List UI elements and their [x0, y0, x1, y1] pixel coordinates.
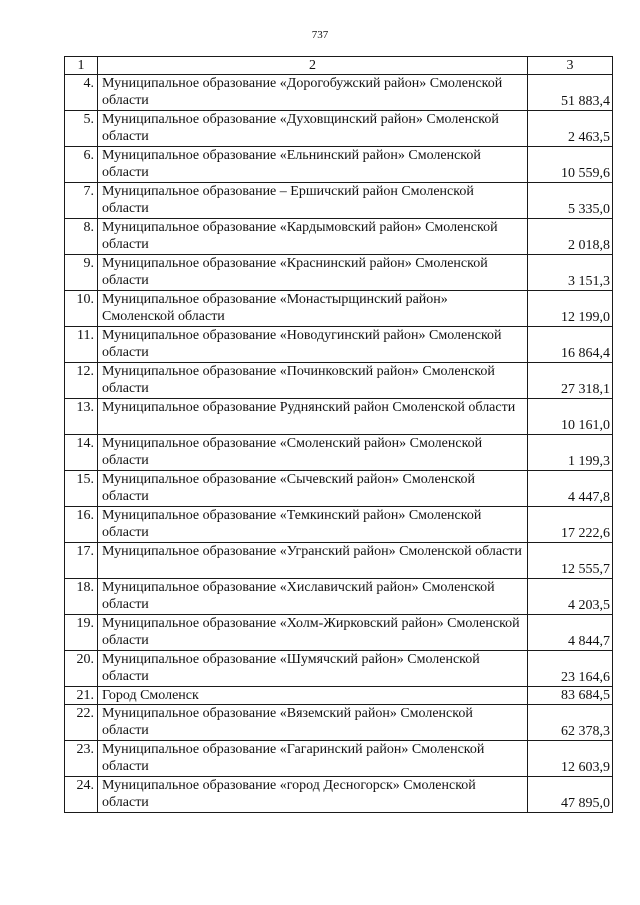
table-row: [65, 543, 613, 579]
table-row: [65, 687, 613, 705]
municipality-name: Муниципальное образование «Смоленский район» Смоленской области: [98, 435, 528, 471]
municipality-name: Муниципальное образование «Дорогобужский район» Смоленской области: [98, 75, 528, 111]
row-number: 21.: [65, 687, 98, 705]
row-number: 8.: [65, 219, 98, 255]
municipality-name: Муниципальное образование «Шумячский район» Смоленской области: [98, 651, 528, 687]
amount-value: 62 378,3: [528, 705, 613, 741]
table-row: [65, 615, 613, 651]
amount-value: 12 603,9: [528, 741, 613, 777]
row-number: 17.: [65, 543, 98, 579]
row-number: 15.: [65, 471, 98, 507]
table-row: [65, 363, 613, 399]
municipality-name: Муниципальное образование «город Десногорск» Смоленской области: [98, 777, 528, 813]
row-number: 12.: [65, 363, 98, 399]
amount-value: 10 559,6: [528, 147, 613, 183]
amount-value: 4 447,8: [528, 471, 613, 507]
amount-value: 47 895,0: [528, 777, 613, 813]
row-number: 4.: [65, 75, 98, 111]
municipality-name: Муниципальное образование Руднянский район Смоленской области: [98, 399, 528, 435]
row-number: 7.: [65, 183, 98, 219]
municipality-name: Муниципальное образование «Новодугинский район» Смоленской области: [98, 327, 528, 363]
amount-value: 4 203,5: [528, 579, 613, 615]
row-number: 16.: [65, 507, 98, 543]
table-row: [65, 741, 613, 777]
municipality-name: Муниципальное образование «Холм-Жирковский район» Смоленской области: [98, 615, 528, 651]
amount-value: 23 164,6: [528, 651, 613, 687]
amount-value: 12 199,0: [528, 291, 613, 327]
amount-value: 27 318,1: [528, 363, 613, 399]
column-header-name: 2: [98, 57, 528, 75]
municipality-name: Муниципальное образование «Темкинский район» Смоленской области: [98, 507, 528, 543]
table-row: [65, 435, 613, 471]
municipality-name: Муниципальное образование «Хиславичский район» Смоленской области: [98, 579, 528, 615]
row-number: 11.: [65, 327, 98, 363]
amount-value: 2 463,5: [528, 111, 613, 147]
table-row: [65, 147, 613, 183]
municipality-name: Муниципальное образование «Починковский район» Смоленской области: [98, 363, 528, 399]
municipality-name: Муниципальное образование «Духовщинский район» Смоленской области: [98, 111, 528, 147]
table-row: [65, 111, 613, 147]
row-number: 23.: [65, 741, 98, 777]
amount-value: 17 222,6: [528, 507, 613, 543]
row-number: 13.: [65, 399, 98, 435]
page-number: 737: [311, 29, 329, 41]
row-number: 5.: [65, 111, 98, 147]
amount-value: 1 199,3: [528, 435, 613, 471]
table-row: [65, 255, 613, 291]
amount-value: 2 018,8: [528, 219, 613, 255]
row-number: 6.: [65, 147, 98, 183]
table-row: [65, 579, 613, 615]
municipality-name: Муниципальное образование «Вяземский район» Смоленской области: [98, 705, 528, 741]
table-row: [65, 75, 613, 111]
municipality-name: Муниципальное образование «Ельнинский район» Смоленской области: [98, 147, 528, 183]
amount-value: 16 864,4: [528, 327, 613, 363]
municipality-name: Муниципальное образование «Краснинский район» Смоленской области: [98, 255, 528, 291]
amount-value: 5 335,0: [528, 183, 613, 219]
amount-value: 51 883,4: [528, 75, 613, 111]
table-row: [65, 183, 613, 219]
table-row: [65, 777, 613, 813]
amount-value: 12 555,7: [528, 543, 613, 579]
municipality-name: Муниципальное образование «Гагаринский район» Смоленской области: [98, 741, 528, 777]
municipality-name: Муниципальное образование «Сычевский район» Смоленской области: [98, 471, 528, 507]
table-row: [65, 507, 613, 543]
table-row: [65, 651, 613, 687]
table-row: [65, 399, 613, 435]
column-header-value: 3: [528, 57, 613, 75]
table-header-row: [65, 57, 613, 75]
table-row: [65, 291, 613, 327]
row-number: 10.: [65, 291, 98, 327]
municipality-name: Муниципальное образование «Монастырщинский район» Смоленской области: [98, 291, 528, 327]
row-number: 24.: [65, 777, 98, 813]
municipality-name: Муниципальное образование – Ершичский район Смоленской области: [98, 183, 528, 219]
amount-value: 3 151,3: [528, 255, 613, 291]
column-header-number: 1: [65, 57, 98, 75]
amount-value: 4 844,7: [528, 615, 613, 651]
municipality-name: Муниципальное образование «Угранский район» Смоленской области: [98, 543, 528, 579]
row-number: 14.: [65, 435, 98, 471]
table-row: [65, 219, 613, 255]
table-row: [65, 705, 613, 741]
row-number: 9.: [65, 255, 98, 291]
row-number: 18.: [65, 579, 98, 615]
allocation-table: [64, 56, 613, 813]
municipality-name: Муниципальное образование «Кардымовский район» Смоленской области: [98, 219, 528, 255]
row-number: 22.: [65, 705, 98, 741]
municipality-name: Город Смоленск: [98, 687, 528, 705]
table-row: [65, 471, 613, 507]
table-row: [65, 327, 613, 363]
row-number: 20.: [65, 651, 98, 687]
row-number: 19.: [65, 615, 98, 651]
amount-value: 10 161,0: [528, 399, 613, 435]
amount-value: 83 684,5: [528, 687, 613, 705]
